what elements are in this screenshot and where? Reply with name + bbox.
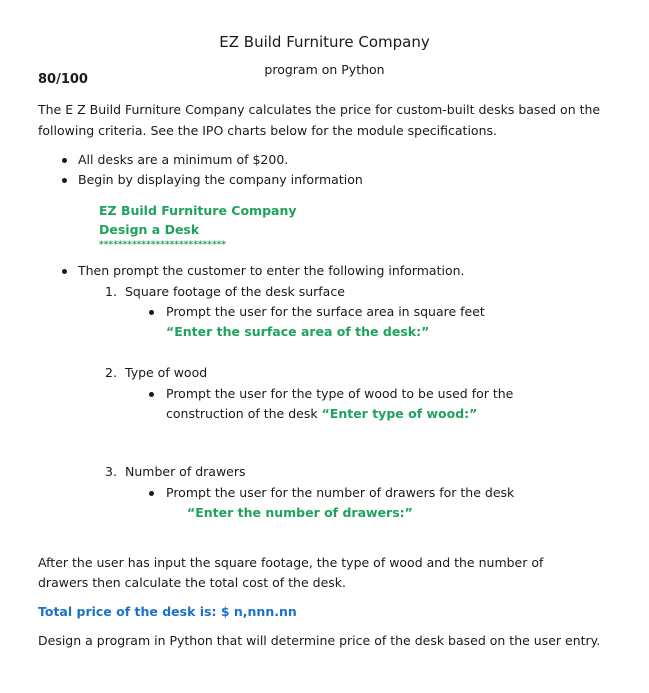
intro-line-2: following criteria. See the IPO charts below for the module specifications. (38, 123, 497, 138)
bullet-company-info: Begin by displaying the company information (78, 172, 363, 187)
step-3-label: Number of drawers (125, 464, 246, 479)
closing-line: Design a program in Python that will determine price of the desk based on the user entry. (38, 633, 601, 648)
company-name-display: EZ Build Furniture Company (99, 203, 297, 218)
after-line-1: After the user has input the square footage, the type of wood and the number of (38, 555, 544, 570)
step-3-number: 3. (105, 464, 117, 479)
step-3-detail: Prompt the user for the number of drawers for the desk (166, 485, 515, 500)
bullet-icon (62, 269, 67, 274)
step-1-detail: Prompt the user for the surface area in square feet (166, 304, 485, 319)
company-tagline-display: Design a Desk (99, 222, 200, 237)
step-2-detail-line-2 (166, 404, 477, 424)
star-divider: *************************** (99, 240, 227, 250)
bullet-icon (149, 392, 154, 397)
step-2-detail-cont: construction of the desk (166, 406, 322, 421)
bullet-icon (62, 178, 67, 183)
step-2-prompt: “Enter type of wood:” (321, 406, 478, 421)
step-1-prompt: “Enter the surface area of the desk:” (166, 324, 430, 339)
bullet-minimum-price: All desks are a minimum of $200. (78, 152, 289, 167)
page-subtitle: program on Python (264, 62, 385, 77)
bullet-prompt-customer: Then prompt the customer to enter the following information. (78, 263, 465, 278)
step-2-number: 2. (105, 365, 117, 380)
bullet-icon (62, 158, 67, 163)
bullet-icon (149, 310, 154, 315)
step-2-label: Type of wood (125, 365, 208, 380)
step-1-number: 1. (105, 284, 117, 299)
step-3-prompt: “Enter the number of drawers:” (187, 505, 413, 520)
score-label: 80/100 (38, 72, 88, 87)
page-title: EZ Build Furniture Company (219, 33, 430, 51)
after-line-2: drawers then calculate the total cost of the desk. (38, 575, 346, 590)
step-2-detail: Prompt the user for the type of wood to be used for the (166, 386, 514, 401)
bullet-icon (149, 491, 154, 496)
intro-line-1: The E Z Build Furniture Company calculates the price for custom-built desks based on the (38, 102, 601, 117)
step-1-label: Square footage of the desk surface (125, 284, 345, 299)
total-price-line: Total price of the desk is: $ n,nnn.nn (38, 604, 297, 619)
